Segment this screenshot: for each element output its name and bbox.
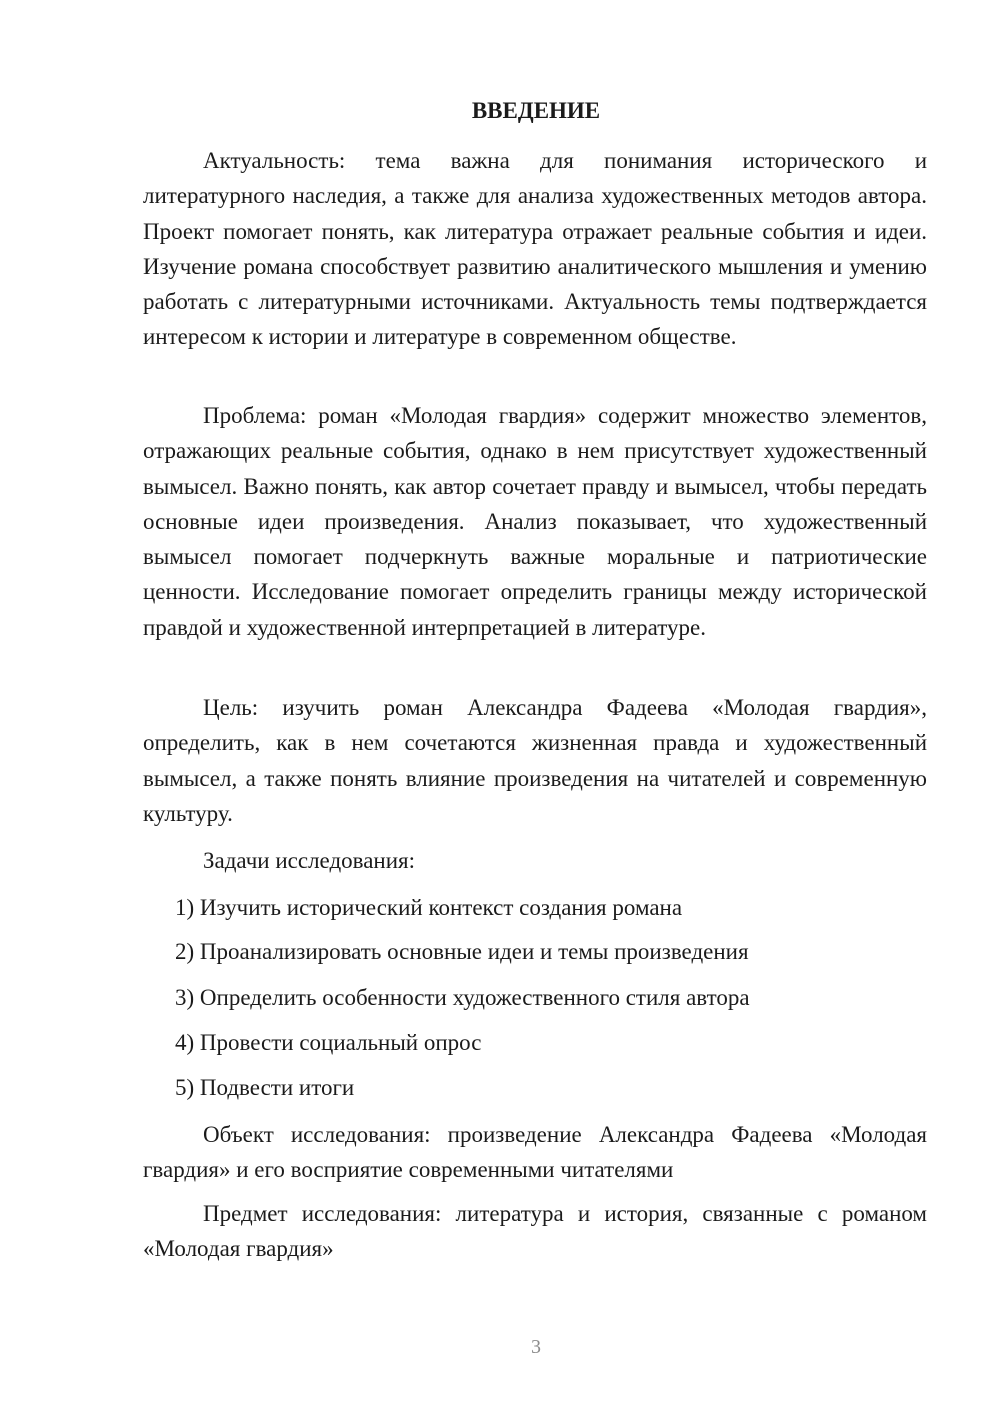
paragraph-subject: Предмет исследования: литература и история, связанные с романом «Молодая гвардия»	[143, 1201, 927, 1262]
task-item: 3) Определить особенности художественного стиля автора	[175, 985, 750, 1010]
task-item: 2) Проанализировать основные идеи и темы произведения	[175, 939, 749, 964]
paragraph-object: Объект исследования: произведение Александра Фадеева «Молодая гвардия» и его восприятие современными читателями	[143, 1122, 927, 1183]
task-item: 5) Подвести итоги	[175, 1075, 355, 1100]
paragraph-goal: Цель: изучить роман Александра Фадеева «Молодая гвардия», определить, как в нем сочетаются жизненная правда и художественный вымысел, а также понять влияние произведения на читателей и современную культуру.	[143, 695, 927, 826]
task-item: 4) Провести социальный опрос	[175, 1030, 482, 1055]
page-number: 3	[531, 1336, 541, 1358]
page-title: ВВЕДЕНИЕ	[471, 98, 601, 123]
paragraph-problem: Проблема: роман «Молодая гвардия» содержит множество элементов, отражающих реальные события, однако в нем присутствует художественный вымысел. Важно понять, как автор сочетает правду и вымысел, чтобы передать основные идеи произведения. Анализ показывает, что художественный вымысел помогает подчеркнуть важные моральные и патриотические ценности. Исследование помогает определить границы между исторической правдой и художественной интерпретацией в литературе.	[143, 403, 927, 640]
tasks-heading: Задачи исследования:	[203, 848, 416, 873]
paragraph-relevance: Актуальность: тема важна для понимания исторического и литературного наследия, а также для анализа художественных методов автора. Проект помогает понять, как литература отражает реальные события и идеи. Изучение романа способствует развитию аналитического мышления и умению работать с литературными источниками. Актуальность темы подтверждается интересом к истории и литературе в современном обществе.	[143, 148, 927, 350]
task-item: 1) Изучить исторический контекст создания романа	[175, 895, 683, 920]
